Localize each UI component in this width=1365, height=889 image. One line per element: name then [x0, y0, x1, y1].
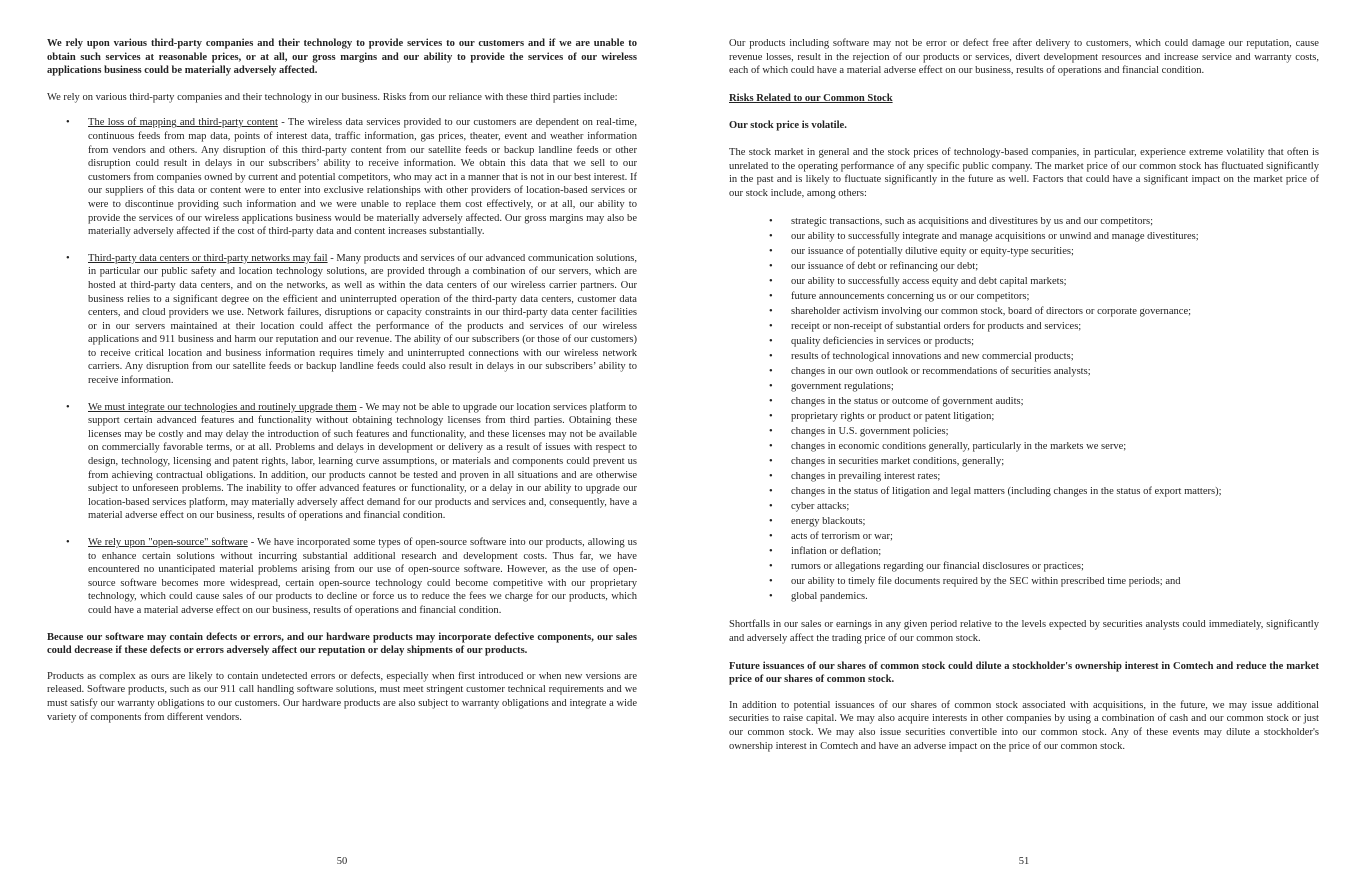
factor-text: changes in U.S. government policies;: [791, 426, 949, 438]
factor-text: changes in the status or outcome of government audits;: [791, 396, 1024, 408]
bullet-icon: •: [66, 401, 70, 413]
stock-factor-list: [729, 214, 1319, 604]
bullet-icon: •: [769, 561, 773, 573]
page-number: 51: [1018, 856, 1030, 867]
bullet-icon: •: [66, 537, 70, 548]
bullet-icon: •: [66, 252, 70, 264]
factor-text: inflation or deflation;: [791, 546, 882, 558]
list-item: [729, 349, 1319, 364]
bullet-icon: •: [769, 411, 773, 423]
bullet-icon: •: [769, 441, 773, 453]
factor-text: strategic transactions, such as acquisitions and divestitures by us and our competitors;: [791, 216, 1154, 228]
bullet-icon: •: [769, 336, 773, 348]
factor-text: our issuance of debt or refinancing our debt;: [791, 261, 979, 273]
shortfalls-paragraph: Shortfalls in our sales or earnings in any given period relative to the levels expected by securities analysts could immediately, significantly and adversely affect the trading price of our common stock.: [729, 619, 1319, 644]
factor-text: future announcements concerning us or our competitors;: [791, 291, 1030, 303]
factor-text: changes in our own outlook or recommendations of securities analysts;: [791, 366, 1091, 378]
bullet-icon: •: [769, 381, 773, 393]
factor-text: receipt or non-receipt of substantial orders for products and services;: [791, 321, 1082, 333]
factor-text: changes in securities market conditions, generally;: [791, 456, 1005, 468]
bullet-icon: •: [769, 546, 773, 558]
bullet-icon: •: [66, 117, 70, 129]
list-item: [47, 536, 637, 618]
bullet-icon: •: [769, 276, 773, 288]
page-51: [729, 0, 1319, 889]
list-item: [729, 514, 1319, 529]
bullet-icon: •: [769, 576, 773, 588]
bullet-icon: •: [769, 531, 773, 543]
list-item: [729, 334, 1319, 349]
bullet-icon: •: [769, 516, 773, 528]
risk-item-title: We must integrate our technologies and routinely upgrade them: [88, 401, 357, 413]
dilution-paragraph: In addition to potential issuances of our shares of common stock associated with acquisitions, in the future, we may issue additional securities to raise capital. We may also acquire interests in other companies by using a combination of cash and our common stock or just our common stock. We may also issue securities convertible into our common stock. Any of these events may dilute a stockholder's ownership interest in Comtech and have an adverse impact on the price of our common stock.: [729, 699, 1319, 752]
bullet-icon: •: [769, 426, 773, 438]
factor-text: energy blackouts;: [791, 516, 866, 528]
list-item: [729, 229, 1319, 244]
list-item: [729, 319, 1319, 334]
bullet-icon: •: [769, 591, 773, 603]
risk-item-text: - We have incorporated some types of open-source software into our products, allowing us to enhance certain solutions without incurring substantial additional research and development costs. Thus far, we have encountered no unanticipated material problems arising from our use of open-source software. However, as the use of open-source software becomes more widespread, certain open-source technology could become competitive with our proprietary technology, which could cause sales of our products to decline or force us to reduce the fees we charge for our products, which could have a material adverse effect on our business, results of operations and financial condition.: [88, 537, 638, 616]
bullet-icon: •: [769, 486, 773, 498]
factor-text: shareholder activism involving our common stock, board of directors or corporate governance;: [791, 306, 1192, 318]
section-heading-common-stock: Risks Related to our Common Stock: [729, 92, 893, 104]
bullet-icon: •: [769, 321, 773, 333]
defects-continued-paragraph: Our products including software may not be error or defect free after delivery to customers, which could damage our reputation, cause revenue losses, result in the rejection of our products or services, divert development resources and increase service and warranty costs, each of which could have a material adverse effect on our business, results of operations and financial condition.: [729, 38, 1319, 77]
factor-text: changes in economic conditions generally, particularly in the markets we serve;: [791, 441, 1127, 453]
bullet-icon: •: [769, 471, 773, 483]
bullet-icon: •: [769, 291, 773, 303]
third-party-risk-list: [47, 116, 637, 617]
list-item: [729, 364, 1319, 379]
list-item: [729, 304, 1319, 319]
list-item: [729, 529, 1319, 544]
list-item: [729, 559, 1319, 574]
bullet-icon: •: [769, 261, 773, 273]
risk-heading-defects: Because our software may contain defects or errors, and our hardware products may incorporate defective components, our sales could decrease if these defects or errors adversely affect our reputation or delay shipments of our products.: [47, 631, 637, 657]
list-item: [47, 401, 637, 523]
factor-text: quality deficiencies in services or products;: [791, 336, 975, 348]
list-item: [729, 499, 1319, 514]
risk-heading-volatile: Our stock price is volatile.: [729, 120, 847, 132]
list-item: [47, 116, 637, 238]
bullet-icon: •: [769, 456, 773, 468]
list-item: [729, 454, 1319, 469]
list-item: [729, 469, 1319, 484]
factor-text: our ability to successfully integrate and manage acquisitions or unwind and manage divestitures;: [791, 231, 1199, 243]
bullet-icon: •: [769, 396, 773, 408]
factor-text: acts of terrorism or war;: [791, 531, 893, 543]
list-item: [729, 394, 1319, 409]
bullet-icon: •: [769, 306, 773, 318]
bullet-icon: •: [769, 231, 773, 243]
list-item: [729, 244, 1319, 259]
page-number: 50: [336, 856, 348, 867]
list-item: [729, 409, 1319, 424]
factor-text: results of technological innovations and new commercial products;: [791, 351, 1074, 363]
factor-text: changes in the status of litigation and legal matters (including changes in the status of export matters);: [791, 486, 1222, 498]
list-item: [729, 589, 1319, 604]
risk-item-text: - We may not be able to upgrade our location services platform to support certain advanced features and functionality without obtaining technology licenses from third parties. Obtaining these licenses may be costly and may delay the introduction of such features and functionality, and these licenses may not be available on commercially favorable terms, or at all. Problems and delays in development or delivery as a result of issues with respect to design, technology, licensing and patent rights, labor, learning curve assumptions, or materials and components could prevent us from achieving contractual obligations. In addition, our products cannot be tested and proven in all situations and are otherwise subject to unforeseen problems. The inability to offer advanced features or functionality, or a delay in our ability to upgrade our location-based services platform, may materially adversely affect demand for our products and services and, consequently, have a material adverse effect on our business, results of operations and financial condition.: [88, 401, 637, 522]
risk-item-title: We rely upon "open-source" software: [88, 537, 248, 548]
list-item: [729, 289, 1319, 304]
factor-text: proprietary rights or product or patent litigation;: [791, 411, 995, 423]
bullet-icon: •: [769, 366, 773, 378]
third-party-intro: We rely on various third-party companies and their technology in our business. Risks from our reliance with these third parties include:: [47, 91, 618, 103]
bullet-icon: •: [769, 351, 773, 363]
list-item: [729, 274, 1319, 289]
factor-text: our ability to successfully access equity and debt capital markets;: [791, 276, 1067, 288]
list-item: [729, 574, 1319, 589]
risk-heading-dilution: Future issuances of our shares of common stock could dilute a stockholder's ownership interest in Comtech and reduce the market price of our shares of common stock.: [729, 660, 1319, 686]
list-item: [729, 214, 1319, 229]
list-item: [729, 259, 1319, 274]
bullet-icon: •: [769, 246, 773, 258]
factor-text: global pandemics.: [791, 591, 868, 603]
factor-text: cyber attacks;: [791, 501, 850, 513]
risk-item-text: - Many products and services of our advanced communication solutions, in particular our public safety and location technology solutions, are provided through a combination of our servers, which are hosted at third-party data centers, and on the networks, as well as within the data centers of our wireless carrier partners. Our business relies to a significant degree on the efficient and uninterrupted operation of the third-party data centers, customer data centers, and cloud providers we use. Network failures, disruptions or capacity constraints in our third-party data center facilities or in our servers maintained at their location could affect the performance of the products and services of our wireless applications and 911 business and harm our reputation and our revenue. The ability of our subscribers (or those of our customers) to receive critical location and business information requires timely and uninterrupted connections with our wireless network carriers. Any disruption from our satellite feeds or backup landline feeds could also result in delays in our subscribers’ ability to receive information.: [88, 252, 637, 387]
defects-paragraph: Products as complex as ours are likely to contain undetected errors or defects, especially when first introduced or when new versions are released. Software products, such as our 911 call handling software solutions, must meet stringent customer technical requirements and we must satisfy our warranty obligations to our customers. Our hardware products are also subject to warranty obligations and integrate a wide variety of components from different vendors.: [47, 670, 637, 723]
factor-text: our ability to timely file documents required by the SEC within prescribed time periods; and: [791, 576, 1181, 588]
factor-text: changes in prevailing interest rates;: [791, 471, 941, 483]
list-item: [729, 544, 1319, 559]
bullet-icon: •: [769, 501, 773, 513]
risk-item-text: - The wireless data services provided to our customers are dependent on real-time, continuous feeds from map data, points of interest data, traffic information, gas prices, theater, event and weather information from vendors and others. Any disruption of this third-party content from our satellite feeds or backup landline feeds or other disruption could result in delays in our subscribers’ ability to receive information. We obtain this data that we sell to our customers from companies owned by current and potential competitors, who may act in a manner that is not in our best interest. If our suppliers of this data or content were to enter into exclusive relationships with other providers of location-based services or were to discontinue providing such information and we were unable to replace them cost effectively, or at all, our ability to provide the services of our wireless applications business would be materially adversely affected. Our gross margins may also be materially adversely affected if the cost of third-party data and content increases substantially.: [88, 117, 637, 238]
list-item: [729, 484, 1319, 499]
risk-item-title: The loss of mapping and third-party content: [88, 117, 278, 129]
factor-text: government regulations;: [791, 381, 894, 393]
factor-text: rumors or allegations regarding our financial disclosures or practices;: [791, 561, 1084, 573]
list-item: [729, 379, 1319, 394]
factor-text: our issuance of potentially dilutive equity or equity-type securities;: [791, 246, 1074, 258]
bullet-icon: •: [769, 216, 773, 228]
risk-heading-third-party: We rely upon various third-party companies and their technology to provide services to our customers and if we are unable to obtain such services at reasonable prices, or at all, our gross margins and our ability to provide the services of our wireless applications business could be materially adversely affected.: [47, 38, 637, 77]
list-item: [729, 439, 1319, 454]
volatility-paragraph: The stock market in general and the stock prices of technology-based companies, in particular, experience extreme volatility that often is unrelated to the operating performance of any specific public company. The market price of our common stock has fluctuated significantly in the past and is likely to fluctuate significantly in the future as well. Factors that could have a significant impact on the market price of our stock include, among others:: [729, 146, 1319, 199]
risk-item-title: Third-party data centers or third-party networks may fail: [88, 252, 328, 264]
page-50: [47, 0, 637, 889]
list-item: [47, 252, 637, 388]
list-item: [729, 424, 1319, 439]
